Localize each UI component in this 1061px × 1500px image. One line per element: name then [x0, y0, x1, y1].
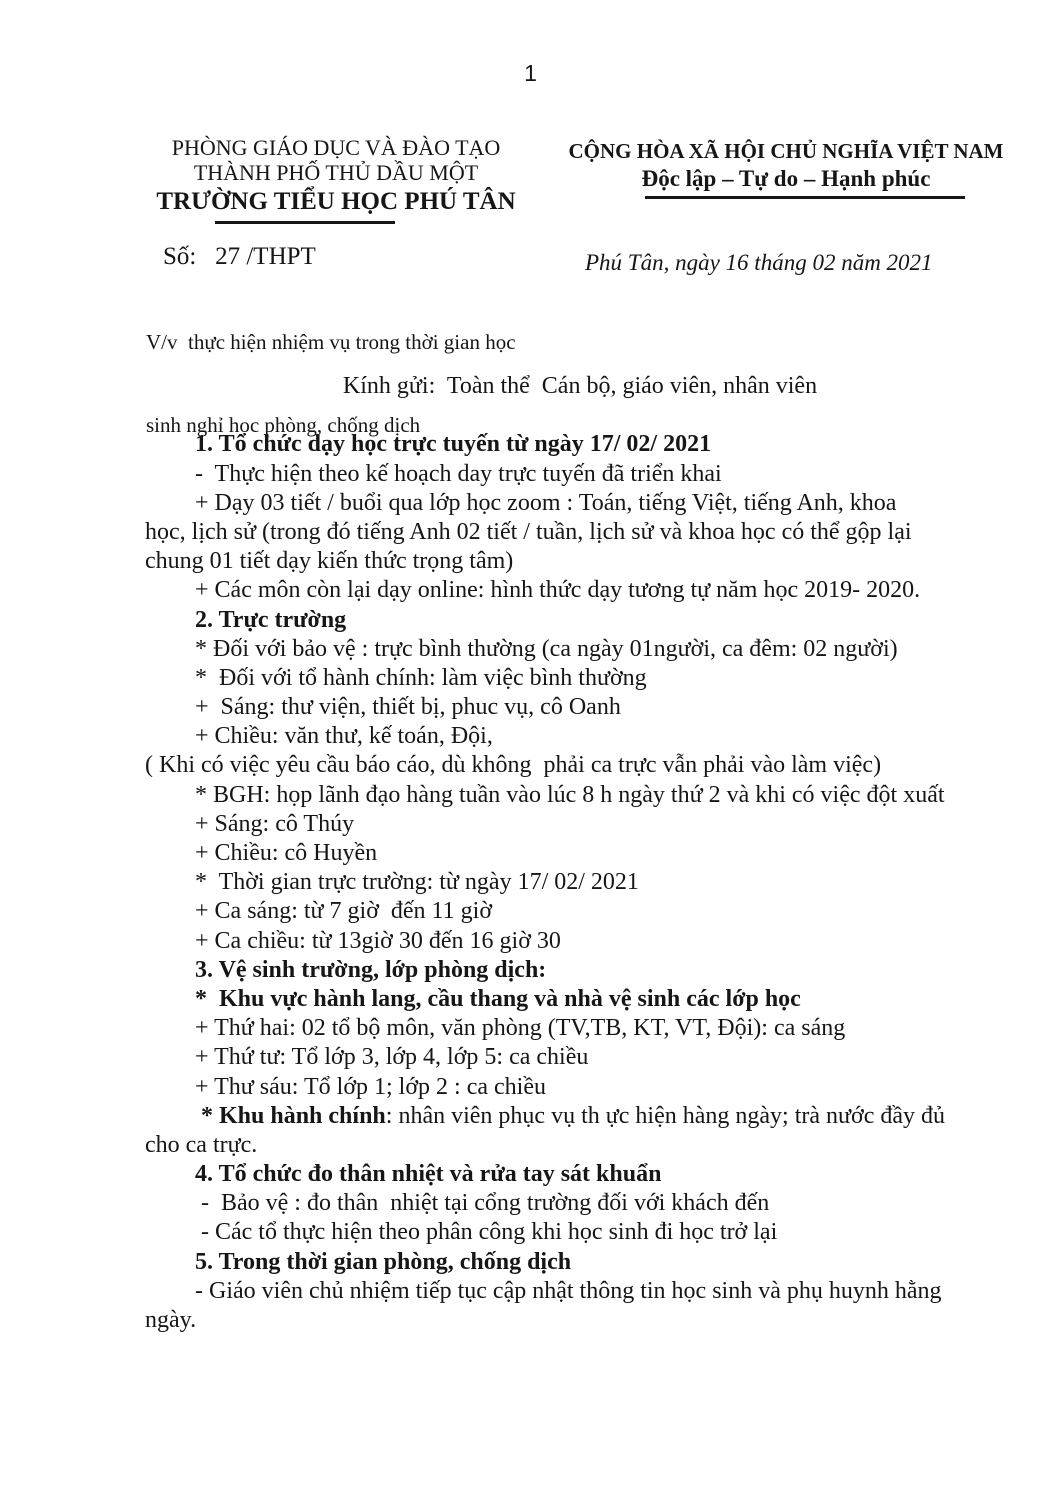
- body-line: * Khu hành chính: nhân viên phục vụ th ực hiện hàng ngày; trà nước đầy đủ: [195, 1102, 946, 1129]
- subject-line2: sinh nghỉ học phòng, chống dịch: [146, 412, 421, 437]
- body-line: + Ca chiều: từ 13giờ 30 đến 16 giờ 30: [195, 927, 561, 954]
- body-line: 3. Vệ sinh trường, lớp phòng dịch:: [195, 956, 547, 983]
- salutation: Kính gửi: Toàn thể Cán bộ, giáo viên, nhân viên: [342, 373, 818, 399]
- body-line: + Chiều: cô Huyền: [195, 840, 378, 866]
- body-line: học, lịch sử (trong đó tiếng Anh 02 tiết / tuần, lịch sử và khoa học có thể gộp lại: [145, 518, 912, 545]
- body-line: chung 01 tiết dạy kiến thức trọng tâm): [145, 548, 514, 575]
- body-line: ngày.: [145, 1307, 197, 1333]
- body-text: [145, 372, 1015, 1335]
- body-line: + Dạy 03 tiết / buổi qua lớp học zoom : Toán, tiếng Việt, tiếng Anh, khoa: [195, 489, 897, 516]
- page-number: 1: [524, 60, 537, 86]
- body-line: cho ca trực.: [145, 1131, 258, 1158]
- body-line: + Thứ hai: 02 tổ bộ môn, văn phòng (TV,TB, KT, VT, Đội): ca sáng: [195, 1015, 846, 1042]
- body-line: + Các môn còn lại dạy online: hình thức dạy tương tự năm học 2019- 2020.: [195, 577, 921, 604]
- national-motto: Độc lập – Tự do – Hạnh phúc: [641, 166, 931, 191]
- issuing-org-name: TRƯỜNG TIỂU HỌC PHÚ TÂN: [156, 188, 516, 215]
- body-line: 4. Tổ chức đo thân nhiệt và rửa tay sát khuẩn: [195, 1161, 662, 1188]
- body-line: + Sáng: thư viện, thiết bị, phuc vụ, cô Oanh: [195, 694, 621, 721]
- body-line: * Đối với bảo vệ : trực bình thường (ca ngày 01người, ca đêm: 02 người): [195, 635, 898, 662]
- body-line: * Khu vực hành lang, cầu thang và nhà vệ sinh các lớp học: [195, 985, 801, 1012]
- body-line: - Thực hiện theo kế hoạch day trực tuyến đã triển khai: [195, 460, 722, 487]
- issuing-org-line2: THÀNH PHỐ THỦ DẦU MỘT: [193, 160, 479, 185]
- body-line: * Thời gian trực trường: từ ngày 17/ 02/ 2021: [195, 869, 639, 896]
- national-header-country: CỘNG HÒA XÃ HỘI CHỦ NGHĨA VIỆT NAM: [568, 139, 1004, 163]
- issuing-org-underline: [215, 221, 395, 224]
- body-line: ( Khi có việc yêu cầu báo cáo, dù không phải ca trực vẫn phải vào làm việc): [145, 752, 882, 779]
- reference-number: Số: 27 /THPT: [163, 243, 316, 270]
- issuing-org-line1: PHÒNG GIÁO DỤC VÀ ĐÀO TẠO: [171, 135, 501, 160]
- body-line: * BGH: họp lãnh đạo hàng tuần vào lúc 8 h ngày thứ 2 và khi có việc đột xuất: [195, 781, 945, 808]
- issuing-org-header: [140, 135, 532, 224]
- body-line: - Các tổ thực hiện theo phân công khi học sinh đi học trở lại: [195, 1219, 778, 1246]
- body-line: + Sáng: cô Thúy: [195, 810, 355, 837]
- body-line: 2. Trực trường: [195, 606, 347, 633]
- body-line: + Thứ tư: Tổ lớp 3, lớp 4, lớp 5: ca chiều: [195, 1044, 589, 1071]
- national-header: [555, 138, 1017, 199]
- body-line: + Thư sáu: Tổ lớp 1; lớp 2 : ca chiều: [195, 1073, 546, 1100]
- date-line: Phú Tân, ngày 16 tháng 02 năm 2021: [585, 250, 933, 275]
- body-line: 5. Trong thời gian phòng, chống dịch: [195, 1248, 572, 1275]
- body-line: 1. Tổ chức dạy học trực tuyến từ ngày 17/ 02/ 2021: [195, 431, 712, 458]
- body-line: - Bảo vệ : đo thân nhiệt tại cổng trường đối với khách đến: [195, 1190, 770, 1217]
- body-lines: [145, 430, 1015, 1335]
- blank-line: [145, 401, 1015, 430]
- subject-line1: V/v thực hiện nhiệm vụ trong thời gian học: [146, 330, 516, 354]
- body-line: * Đối với tổ hành chính: làm việc bình thường: [195, 664, 647, 691]
- body-line: + Chiều: văn thư, kế toán, Đội,: [195, 723, 493, 750]
- national-motto-underline: [645, 196, 965, 199]
- body-line: + Ca sáng: từ 7 giờ đến 11 giờ: [195, 898, 493, 925]
- body-line: - Giáo viên chủ nhiệm tiếp tục cập nhật thông tin học sinh và phụ huynh hằng: [195, 1277, 942, 1304]
